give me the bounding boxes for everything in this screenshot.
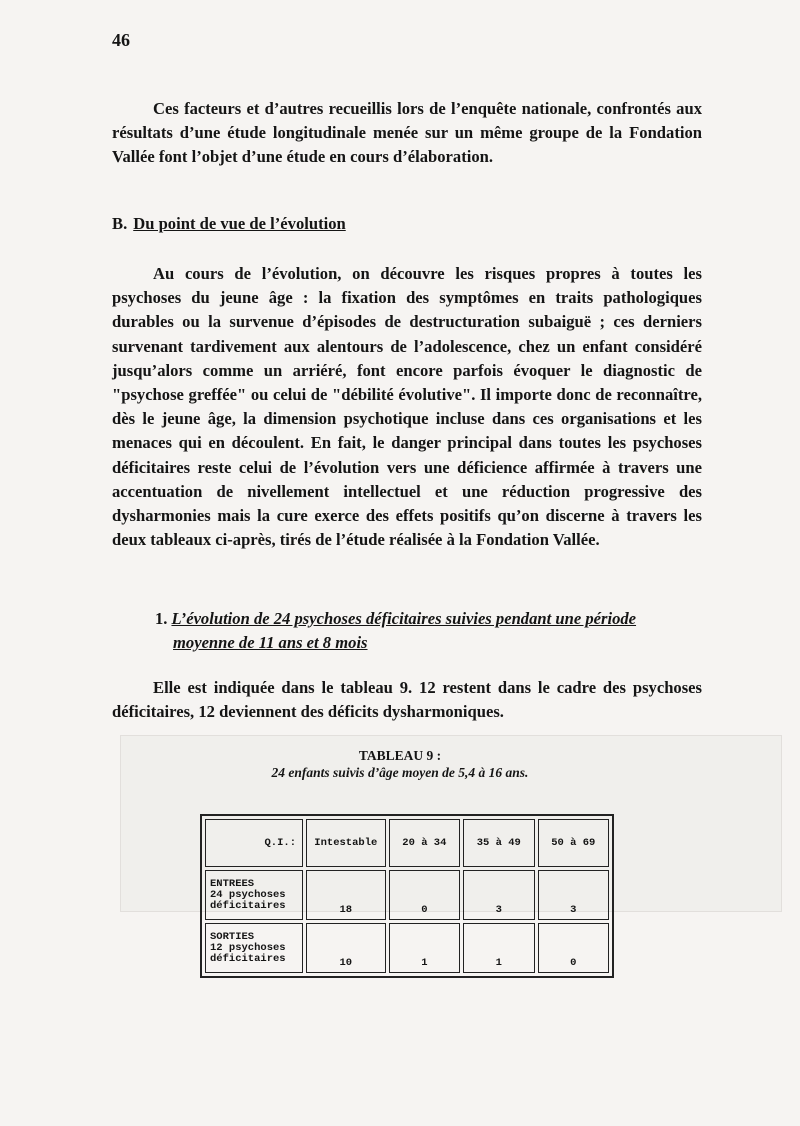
table-row xyxy=(205,870,609,920)
row-header-line: 24 psychoses xyxy=(210,888,286,901)
column-header: 35 à 49 xyxy=(463,819,534,867)
table-cell: 10 xyxy=(306,923,386,973)
table-cell: 0 xyxy=(389,870,460,920)
column-header: 20 à 34 xyxy=(389,819,460,867)
row-header-line: ENTREES xyxy=(210,877,255,890)
row-header-line: SORTIES xyxy=(210,930,255,943)
table-header-row xyxy=(205,819,609,867)
table-subtitle: 24 enfants suivis d’âge moyen de 5,4 à 16 ans. xyxy=(271,765,529,780)
header-label: Q.I.: xyxy=(205,819,303,867)
section-title: Du point de vue de l’évolution xyxy=(133,214,346,233)
table-title: TABLEAU 9 : xyxy=(358,748,442,763)
subsection-title-line2: moyenne de 11 ans et 8 mois xyxy=(173,633,368,653)
table-cell: 3 xyxy=(538,870,609,920)
row-header-line: déficitaires xyxy=(210,952,286,965)
table-cell: 1 xyxy=(463,923,534,973)
subsection-title-line1: L’évolution de 24 psychoses déficitaires suivies pendant une période xyxy=(171,609,637,628)
section-letter: B. xyxy=(112,214,128,233)
row-header-line: déficitaires xyxy=(210,899,286,912)
table-cell: 1 xyxy=(389,923,460,973)
row-header xyxy=(205,870,303,920)
row-header xyxy=(205,923,303,973)
intro-paragraph: Ces facteurs et d’autres recueillis lors de l’enquête nationale, confrontés aux résultats d’une étude longitudinale menée sur un même groupe de la Fondation Vallée font l’objet d’une étude en cours d’élaboration. xyxy=(112,99,702,167)
qi-table xyxy=(200,814,614,978)
column-header: 50 à 69 xyxy=(538,819,609,867)
subsection-number: 1. xyxy=(155,609,168,628)
section-heading xyxy=(112,214,346,234)
table-intro-paragraph: Elle est indiquée dans le tableau 9. 12 restent dans le cadre des psychoses déficitaires, 12 deviennent des déficits dysharmoniques. xyxy=(112,678,702,722)
page-number: 46 xyxy=(112,30,130,50)
table-cell: 0 xyxy=(538,923,609,973)
table-cell: 3 xyxy=(463,870,534,920)
subsection-heading xyxy=(155,607,705,655)
column-header: Intestable xyxy=(306,819,386,867)
table-row xyxy=(205,923,609,973)
table-cell: 18 xyxy=(306,870,386,920)
evolution-paragraph: Au cours de l’évolution, on découvre les risques propres à toutes les psychoses du jeune âge : la fixation des symptômes en traits pathologiques durables ou la survenue d’épisodes de destructuration subaiguë ; ces derniers survenant tardivement aux alentours de l’adolescence, chez un enfant considéré jusqu’alors comme un arriéré, font encore parfois évoquer le diagnostic de "psychose greffée" ou celui de "débilité évolutive". Il importe donc de reconnaître, dès le jeune âge, la dimension psychotique incluse dans ces organisations et les menaces qui en découlent. En fait, le danger principal dans toutes les psychoses déficitaires reste celui de l’évolution vers une déficience affirmée à travers une accentuation de nivellement intellectuel et une réduction progressive des dysharmonies mais la cure exerce des effets positifs qu’on discerne à travers les deux tableaux ci-après, tirés de l’étude réalisée à la Fondation Vallée. xyxy=(112,264,702,550)
row-header-line: 12 psychoses xyxy=(210,941,286,954)
